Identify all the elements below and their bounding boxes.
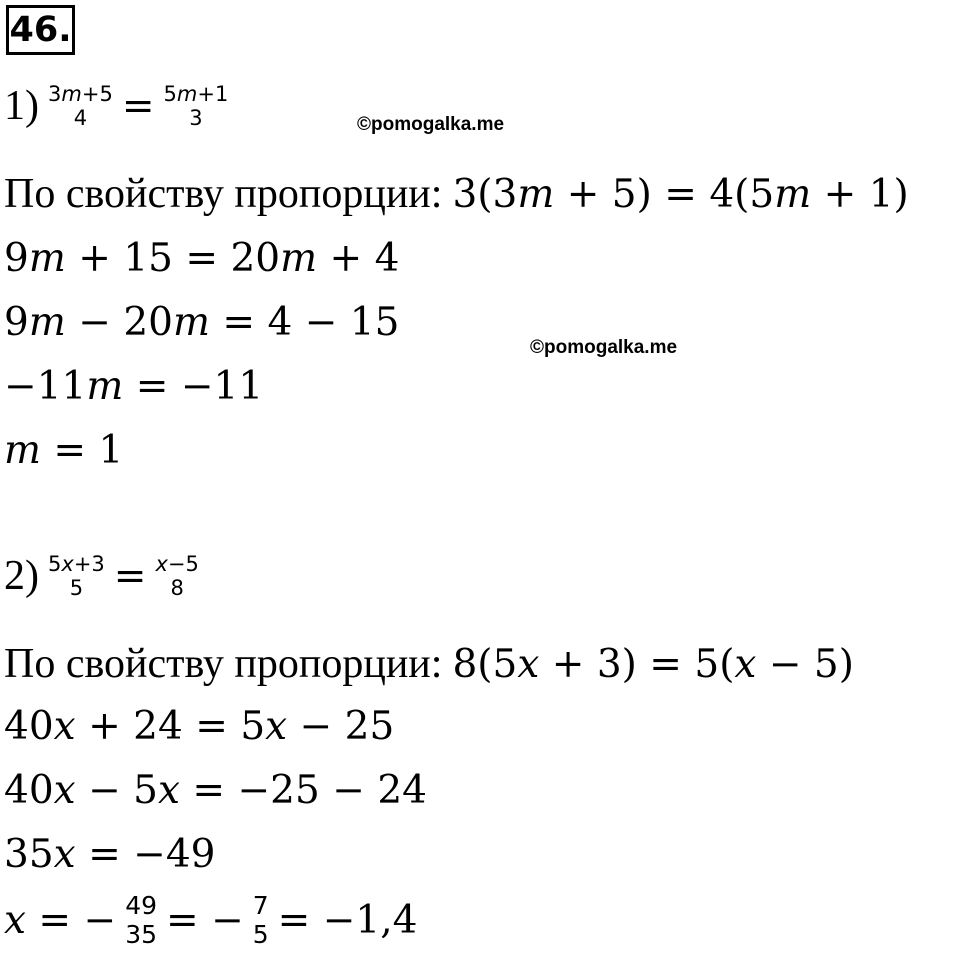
proportion-label: По свойству пропорции: — [4, 171, 443, 217]
part1-rhs-denominator: 3 — [189, 106, 203, 131]
part1-lhs-denominator: 4 — [73, 106, 88, 131]
part1-rhs-fraction — [161, 82, 232, 130]
part2-lhs-numerator: 5x+3 — [48, 552, 105, 576]
final-fraction-1-numerator: 49 — [125, 891, 157, 920]
final-fraction-1-denominator: 35 — [125, 919, 157, 949]
part1-label: 1) — [4, 83, 39, 130]
part1-proportion-math: 3(3m + 5) = 4(5m + 1) — [452, 171, 909, 217]
part2-equation — [4, 552, 202, 600]
part2-lhs-fraction — [45, 552, 108, 600]
final-fraction-1 — [122, 892, 160, 950]
part2-proportion-line — [4, 640, 854, 688]
part1-proportion-line — [4, 170, 909, 218]
part1-answer: m = 1 — [4, 428, 124, 473]
part2-rhs-denominator: 8 — [170, 576, 184, 601]
part1-equation — [4, 82, 231, 130]
final-result: = −1,4 — [277, 898, 418, 944]
problem-number: 46. — [6, 5, 75, 55]
proportion-label: По свойству пропорции: — [4, 641, 443, 687]
part1-lhs-numerator: 3m+5 — [48, 82, 113, 106]
part2-rhs-fraction — [152, 552, 201, 600]
equals-sign: = — [113, 553, 147, 599]
final-lhs: x = − — [4, 898, 117, 944]
final-equals: = − — [166, 898, 244, 944]
part2-label: 2) — [4, 553, 39, 600]
part2-lhs-denominator: 5 — [69, 576, 84, 601]
part1-step-2: 9m − 20m = 4 − 15 — [4, 300, 400, 345]
watermark: ©pomogalka.me — [530, 337, 678, 358]
part2-proportion-math: 8(5x + 3) = 5(x − 5) — [452, 641, 854, 687]
part1-rhs-numerator: 5m+1 — [163, 82, 229, 106]
part2-step-3: 35x = −49 — [4, 832, 216, 877]
equals-sign: = — [121, 83, 155, 129]
part2-answer — [4, 892, 417, 950]
part1-step-3: −11m = −11 — [4, 364, 264, 409]
part2-rhs-numerator: x−5 — [155, 552, 199, 576]
final-fraction-2 — [250, 892, 272, 950]
final-fraction-2-numerator: 7 — [252, 891, 269, 920]
part1-step-1: 9m + 15 = 20m + 4 — [4, 236, 400, 281]
watermark: ©pomogalka.me — [357, 114, 505, 135]
part2-step-1: 40x + 24 = 5x − 25 — [4, 704, 395, 749]
part2-step-2: 40x − 5x = −25 − 24 — [4, 768, 427, 813]
final-fraction-2-denominator: 5 — [252, 919, 269, 949]
part1-lhs-fraction — [45, 82, 116, 130]
